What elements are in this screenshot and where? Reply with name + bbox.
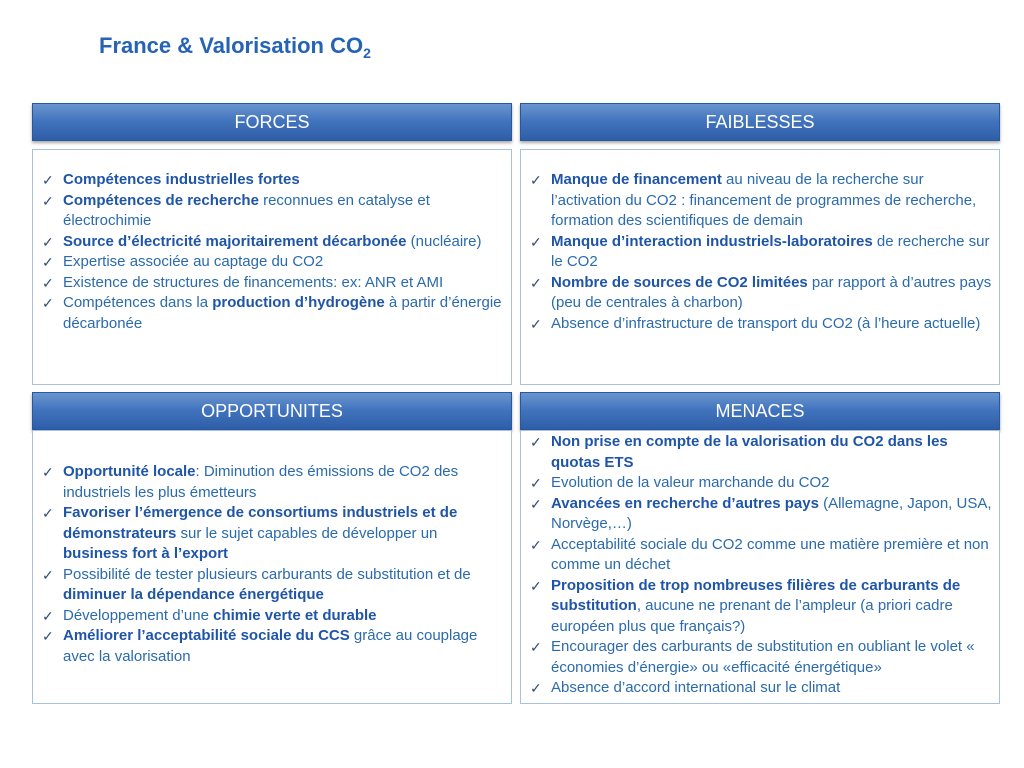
checkmark-icon: ✓ [42, 464, 54, 480]
quadrant-opportunites [32, 392, 512, 704]
checkmark-icon: ✓ [530, 577, 542, 594]
checkmark-icon: ✓ [530, 434, 542, 450]
item-text: Développement d’une [63, 606, 214, 624]
slide-title: France & Valorisation $CO_2$ [99, 33, 371, 61]
item-text: , aucune ne prenant de l’ampleur (a priori cadre européen plus que français?) [551, 597, 953, 635]
checkmark-icon: ✓ [530, 536, 542, 553]
title-subscript: 2 [363, 45, 371, 61]
item-text: Absence d’infrastructure de transport du CO2 (à l’heure actuelle) [551, 314, 981, 332]
item-text: Source d’électricité majoritairement décarbonée [63, 232, 407, 250]
list-item [42, 232, 505, 253]
checkmark-icon: ✓ [42, 505, 54, 521]
item-text: Améliorer l’acceptabilité sociale du CCS [63, 627, 350, 644]
item-text: (nucléaire) [406, 232, 482, 250]
item-text: sur le sujet capables de développer un [176, 524, 438, 542]
list-item [42, 503, 505, 565]
item-text: à partir d’énergie décarbonée [63, 294, 502, 332]
forces-header: FORCES [32, 103, 512, 141]
list-item [42, 606, 505, 627]
item-text: Nombre de sources de CO2 limitées [551, 273, 808, 291]
opportunites-list [42, 462, 505, 667]
checkmark-icon: ✓ [42, 295, 54, 311]
list-item [530, 170, 993, 232]
item-text: chimie verte et durable [213, 606, 377, 624]
item-text: Compétences dans la [63, 294, 213, 311]
checkmark-icon: ✓ [42, 192, 54, 209]
list-item [42, 626, 505, 667]
item-text: grâce au couplage avec la valorisation [63, 627, 478, 665]
checkmark-icon: ✓ [530, 639, 542, 655]
item-text: Possibilité de tester plusieurs carburants de substitution et de [63, 565, 471, 583]
checkmark-icon: ✓ [42, 233, 54, 250]
faiblesses-box [520, 149, 1000, 385]
list-item [42, 170, 505, 191]
item-text: par rapport à d’autres pays (peu de centrales à charbon) [551, 273, 992, 311]
list-item [530, 473, 993, 494]
item-text: Existence de structures de financements: ex: ANR et AMI [63, 273, 444, 291]
list-item [530, 432, 993, 473]
item-text: Compétences industrielles fortes [63, 171, 300, 188]
list-item [530, 494, 993, 535]
checkmark-icon: ✓ [42, 172, 54, 188]
checkmark-icon: ✓ [42, 254, 54, 270]
checkmark-icon: ✓ [530, 233, 542, 250]
item-text: Encourager des carburants de substitution en oubliant le volet « économies d’énergie» ou «efficacité énergétique» [551, 638, 975, 676]
list-item [530, 678, 993, 699]
checkmark-icon: ✓ [530, 680, 542, 696]
checkmark-icon: ✓ [42, 628, 54, 644]
item-text: Manque d’interaction industriels-laboratoires [551, 232, 873, 250]
item-text: (Allemagne, Japon, USA, Norvège,…) [551, 494, 992, 532]
forces-box [32, 149, 512, 385]
item-text: business fort à l’export [63, 545, 229, 562]
checkmark-icon: ✓ [42, 274, 54, 291]
item-text: Evolution de la valeur marchande du CO2 [551, 474, 830, 491]
menaces-list [530, 432, 993, 699]
item-text: au niveau de la recherche sur l’activation du CO2 : financement de programmes de recherche, formation des scientifiques de demain [551, 171, 977, 229]
item-text: Manque de financement [551, 171, 722, 188]
item-text: Avancées en recherche d’autres pays [551, 494, 819, 512]
list-item [42, 273, 505, 294]
list-item [42, 565, 505, 606]
faiblesses-list [530, 170, 993, 334]
item-text: de recherche sur le CO2 [551, 232, 990, 270]
list-item [530, 314, 993, 335]
list-item [42, 293, 505, 334]
list-item [42, 462, 505, 503]
list-item [530, 637, 993, 678]
opportunites-header: OPPORTUNITES [32, 392, 512, 430]
checkmark-icon: ✓ [530, 172, 542, 188]
list-item [42, 191, 505, 232]
item-text: Proposition de trop nombreuses filières de carburants de substitution [551, 576, 961, 614]
checkmark-icon: ✓ [42, 607, 54, 624]
list-item [530, 535, 993, 576]
item-text: Compétences de recherche [63, 191, 259, 209]
list-item [530, 232, 993, 273]
quadrant-forces [32, 103, 512, 385]
forces-list [42, 170, 505, 334]
quadrant-menaces [520, 392, 1000, 704]
faiblesses-header: FAIBLESSES [520, 103, 1000, 141]
quadrant-faiblesses [520, 103, 1000, 385]
item-text: : Diminution des émissions de CO2 des industriels les plus émetteurs [63, 463, 459, 501]
checkmark-icon: ✓ [530, 274, 542, 291]
checkmark-icon: ✓ [530, 495, 542, 512]
item-text: reconnues en catalyse et électrochimie [63, 191, 430, 229]
checkmark-icon: ✓ [42, 566, 54, 583]
list-item [42, 252, 505, 273]
item-text: Favoriser l’émergence de consortiums industriels et de démonstrateurs [63, 504, 458, 542]
menaces-box [520, 430, 1000, 704]
opportunites-box [32, 430, 512, 704]
item-text: Non prise en compte de la valorisation du CO2 dans les quotas ETS [551, 433, 948, 471]
checkmark-icon: ✓ [530, 475, 542, 491]
item-text: Absence d’accord international sur le climat [551, 679, 841, 696]
item-text: production d’hydrogène [212, 294, 385, 311]
item-text: diminuer la dépendance énergétique [63, 586, 324, 603]
list-item [530, 576, 993, 638]
item-text: Acceptabilité sociale du CO2 comme une matière première et non comme un déchet [551, 535, 989, 573]
checkmark-icon: ✓ [530, 315, 542, 332]
menaces-header: MENACES [520, 392, 1000, 430]
item-text: Opportunité locale [63, 463, 196, 480]
item-text: Expertise associée au captage du CO2 [63, 253, 324, 270]
list-item [530, 273, 993, 314]
